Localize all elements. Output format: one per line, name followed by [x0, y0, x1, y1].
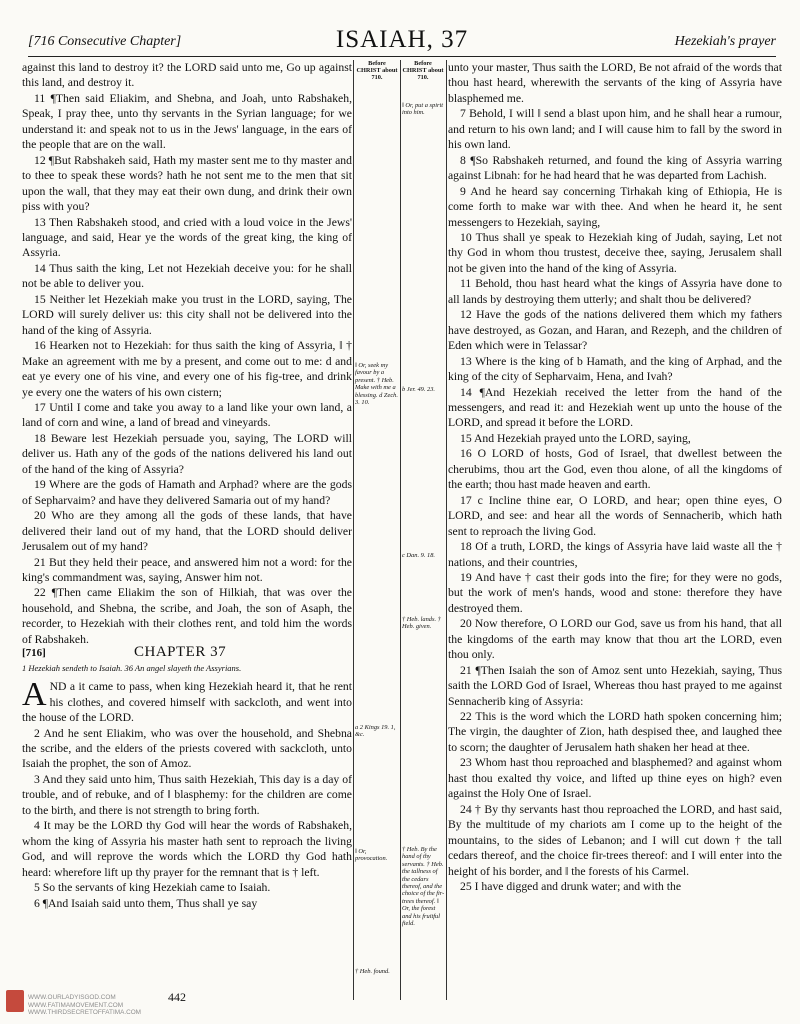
verse: 9 And he heard say concerning Tirhakah king of Ethiopia, He is come forth to make war with thee. And when he heard it, he sent messengers to Hezekiah, saying, — [448, 184, 782, 229]
footer-link[interactable]: WWW.OURLADYISGOD.COM — [28, 994, 116, 1001]
column-rule-middle — [400, 60, 401, 1000]
margin-note: a 2 Kings 19. 1, &c. — [355, 724, 396, 739]
verse: 13 Then Rabshakeh stood, and cried with a loud voice in the Jews' language, and said, Hear ye the words of the great king, the king of Assyria. — [22, 215, 352, 260]
verse: 10 Thus shall ye speak to Hezekiah king of Judah, saying, Let not thy God in whom thou trustest, deceive thee, saying, Jerusalem shall not be given into the hand of the king of Assyria. — [448, 230, 782, 275]
first-verse-text: ND a it came to pass, when king Hezekiah heard it, that he rent his clothes, and covered himself with sackcloth, and went into the house of the LORD. — [22, 680, 352, 725]
margin-date-right: Before CHRIST about 710. — [402, 60, 444, 81]
verse: 24 † By thy servants hast thou reproached the LORD, and hast said, By the multitude of my chariots am I come up to the height of the mountains, to the sides of Lebanon; and I will cut down † the tall cedars thereof, and the choice fir-trees thereof: and I will enter into the height of his border, and ‖ the forests of his Carmel. — [448, 802, 782, 878]
margin-note: ‖ Or, put a spirit into him. — [402, 102, 444, 117]
margin-note: b Jer. 49. 23. — [402, 386, 436, 393]
column-rule-right — [446, 60, 447, 1000]
verse: 8 ¶So Rabshakeh returned, and found the king of Assyria warring against Libnah: for he had heard that he was departed from Lachish. — [448, 153, 782, 183]
verse: 17 Until I come and take you away to a land like your own land, a land of corn and wine, a land of bread and vineyards. — [22, 400, 352, 430]
page-number: 442 — [168, 990, 186, 1004]
running-head: Hezekiah's prayer — [674, 34, 776, 49]
watermark-logo-icon — [6, 990, 24, 1012]
first-verse — [22, 676, 352, 725]
margin-note: ‖ Or, provocation. — [355, 848, 388, 863]
footer-links — [28, 994, 141, 1017]
verse: 16 Hearken not to Hezekiah: for thus saith the king of Assyria, ‖ † Make an agreement with me by a present, and come out to me: d and eat ye every one of his vine, and every one of his fig-tree, and drink ye every one the waters of his own cistern; — [22, 339, 352, 399]
footer-link[interactable]: WWW.THIRDSECRETOFFATIMA.COM — [28, 1009, 142, 1017]
margin-note: † Heb. By the hand of thy servants. † Heb. the tallness of the cedars thereof, and the choice of the fir-trees thereof. ‖ Or, the forest and his fruitful field. — [402, 846, 445, 928]
verse: 17 c Incline thine ear, O LORD, and hear; open thine eyes, O LORD, and see: and hear all the words of Sennacherib, which hath sent to reproach the living God. — [448, 493, 782, 538]
verse: 2 And he sent Eliakim, who was over the household, and Shebna the scribe, and the elders of the priests covered with sackcloth, unto Isaiah the prophet, the son of Amoz. — [22, 726, 352, 771]
verse: 11 Behold, thou hast heard what the kings of Assyria have done to all lands by destroying them utterly; and shalt thou be delivered? — [448, 277, 782, 306]
verse: 6 ¶And Isaiah said unto them, Thus shall ye say — [34, 896, 258, 910]
verse: against this land to destroy it? the LORD said unto me, Go up against this land, and destroy it. — [22, 61, 352, 90]
verse: 22 ¶Then came Eliakim the son of Hilkiah, that was over the household, and Shebna, the scribe, and Joah, the son of Asaph, the recorder, to Hezekiah with their clothes rent, and told him the words of Rabshakeh. — [22, 586, 352, 646]
verse: 16 O LORD of hosts, God of Israel, that dwellest between the cherubims, thou art the God, even thou alone, of all the kingdoms of the earth; thou hast made heaven and earth. — [448, 447, 782, 492]
verse: 23 Whom hast thou reproached and blasphemed? and against whom hast thou exalted thy voice, and lifted up thine eyes on high? even against the Holy One of Israel. — [448, 756, 782, 801]
margin-date-left: Before CHRIST about 710. — [356, 60, 398, 81]
margin-note: † Heb. found. — [355, 968, 390, 975]
verse: 21 ¶Then Isaiah the son of Amoz sent unto Hezekiah, saying, Thus saith the LORD God of Israel, Whereas thou hast prayed to me against Sennacherib king of Assyria: — [448, 663, 782, 708]
column-rule-left — [353, 60, 354, 1000]
margin-note: ‖ Or, seek my favour by a present. † Heb. Make with me a blessing. d Zech. 3. 10. — [355, 362, 398, 407]
verse: unto your master, Thus saith the LORD, Be not afraid of the words that thou hast heard, wherewith the servants of the king of Assyria have blasphemed me. — [448, 61, 782, 105]
verse: 11 ¶Then said Eliakim, and Shebna, and Joah, unto Rabshakeh, Speak, I pray thee, unto thy servants in the Syrian language; for we understand it: and speak not to us in the Jews' language, in the ears of the people that are on the wall. — [22, 91, 352, 152]
verse: 21 But they held their peace, and answered him not a word: for the king's commandment was, saying, Answer him not. — [22, 555, 352, 584]
chapter-heading — [22, 644, 352, 679]
verse: 7 Behold, I will ‖ send a blast upon him, and he shall hear a rumour, and return to his own land; and I will cause him to fall by the sword in his own land. — [448, 107, 782, 152]
verse: 12 ¶But Rabshakeh said, Hath my master sent me to thy master and to thee to speak these words? hath he not sent me to the men that sit upon the wall, that they may eat their own dung, and drink their own piss with you? — [22, 153, 352, 214]
margin-note: c Dan. 9. 18. — [402, 552, 436, 559]
page-title: ISAIAH, 37 — [335, 26, 469, 53]
verse: 12 Have the gods of the nations delivered them which my fathers have destroyed, as Gozan, and Haran, and Rezeph, and the children of Eden which were in Telassar? — [448, 308, 782, 353]
chapter-reference: [716 Consecutive Chapter] — [28, 34, 182, 49]
verse: 14 ¶And Hezekiah received the letter from the hand of the messengers, and read it: and Hezekiah went up unto the house of the LORD, and spread it before the LORD. — [448, 385, 782, 430]
verse: 3 And they said unto him, Thus saith Hezekiah, This day is a day of trouble, and of rebuke, and of ‖ blasphemy: for the children are come to the birth, and there is not strength to bring forth. — [22, 772, 352, 817]
verse: 4 It may be the LORD thy God will hear the words of Rabshakeh, whom the king of Assyria his master hath sent to reproach the living God, and will reprove the words which the LORD thy God hath heard: wherefore lift up thy prayer for the remnant that is † left. — [22, 819, 352, 879]
verse: 20 Who are they among all the gods of these lands, that have delivered their land out of my hand, that the LORD should deliver Jerusalem out of my hand? — [22, 509, 352, 554]
verse: 25 I have digged and drunk water; and with the — [460, 880, 682, 894]
left-text-column — [22, 60, 352, 986]
verse: 14 Thus saith the king, Let not Hezekiah deceive you: for he shall not be able to deliver you. — [22, 261, 352, 291]
footer-link[interactable]: WWW.FATIMAMOVEMENT.COM — [28, 1001, 124, 1009]
page-header — [28, 26, 776, 57]
verse: 20 Now therefore, O LORD our God, save us from his hand, that all the kingdoms of the earth may know that thou art the LORD, even thou only. — [448, 617, 782, 662]
drop-cap: A — [22, 676, 47, 714]
verse: 15 Neither let Hezekiah make you trust in the LORD, saying, The LORD will surely deliver us: this city shall not be delivered into the hand of the king of Assyria. — [22, 292, 352, 337]
chapter-title: CHAPTER 37 — [134, 644, 227, 661]
verse: 19 Where are the gods of Hamath and Arphad? where are the gods of Sepharvaim? and have they delivered Samaria out of my hand? — [22, 478, 352, 507]
verse: 19 And have † cast their gods into the fire; for they were no gods, but the work of men's hands, wood and stone: therefore they have destroyed them. — [448, 570, 782, 615]
verse: 13 Where is the king of b Hamath, and the king of Arphad, and the king of the city of Sepharvaim, Hena, and Ivah? — [448, 354, 782, 384]
margin-note: † Heb. lands. † Heb. given. — [402, 616, 441, 631]
verse: 22 This is the word which the LORD hath spoken concerning him; The virgin, the daughter of Zion, hath despised thee, and laughed thee to scorn; the daughter of Jerusalem hath shaken her head at thee. — [448, 710, 782, 754]
verse: 5 So the servants of king Hezekiah came to Isaiah. — [34, 881, 271, 895]
verse: 18 Of a truth, LORD, the kings of Assyria have laid waste all the † nations, and their countries, — [448, 540, 782, 569]
chapter-number: [716] — [22, 647, 46, 660]
verse: 18 Beware lest Hezekiah persuade you, saying, The LORD will deliver us. Hath any of the gods of the nations delivered his land out of the hand of the king of Assyria? — [22, 431, 352, 476]
right-text-column — [448, 60, 782, 986]
verse: 15 And Hezekiah prayed unto the LORD, saying, — [460, 431, 691, 445]
chapter-summary: 1 Hezekiah sendeth to Isaiah. 36 An angel slayeth the Assyrians. — [22, 663, 242, 674]
